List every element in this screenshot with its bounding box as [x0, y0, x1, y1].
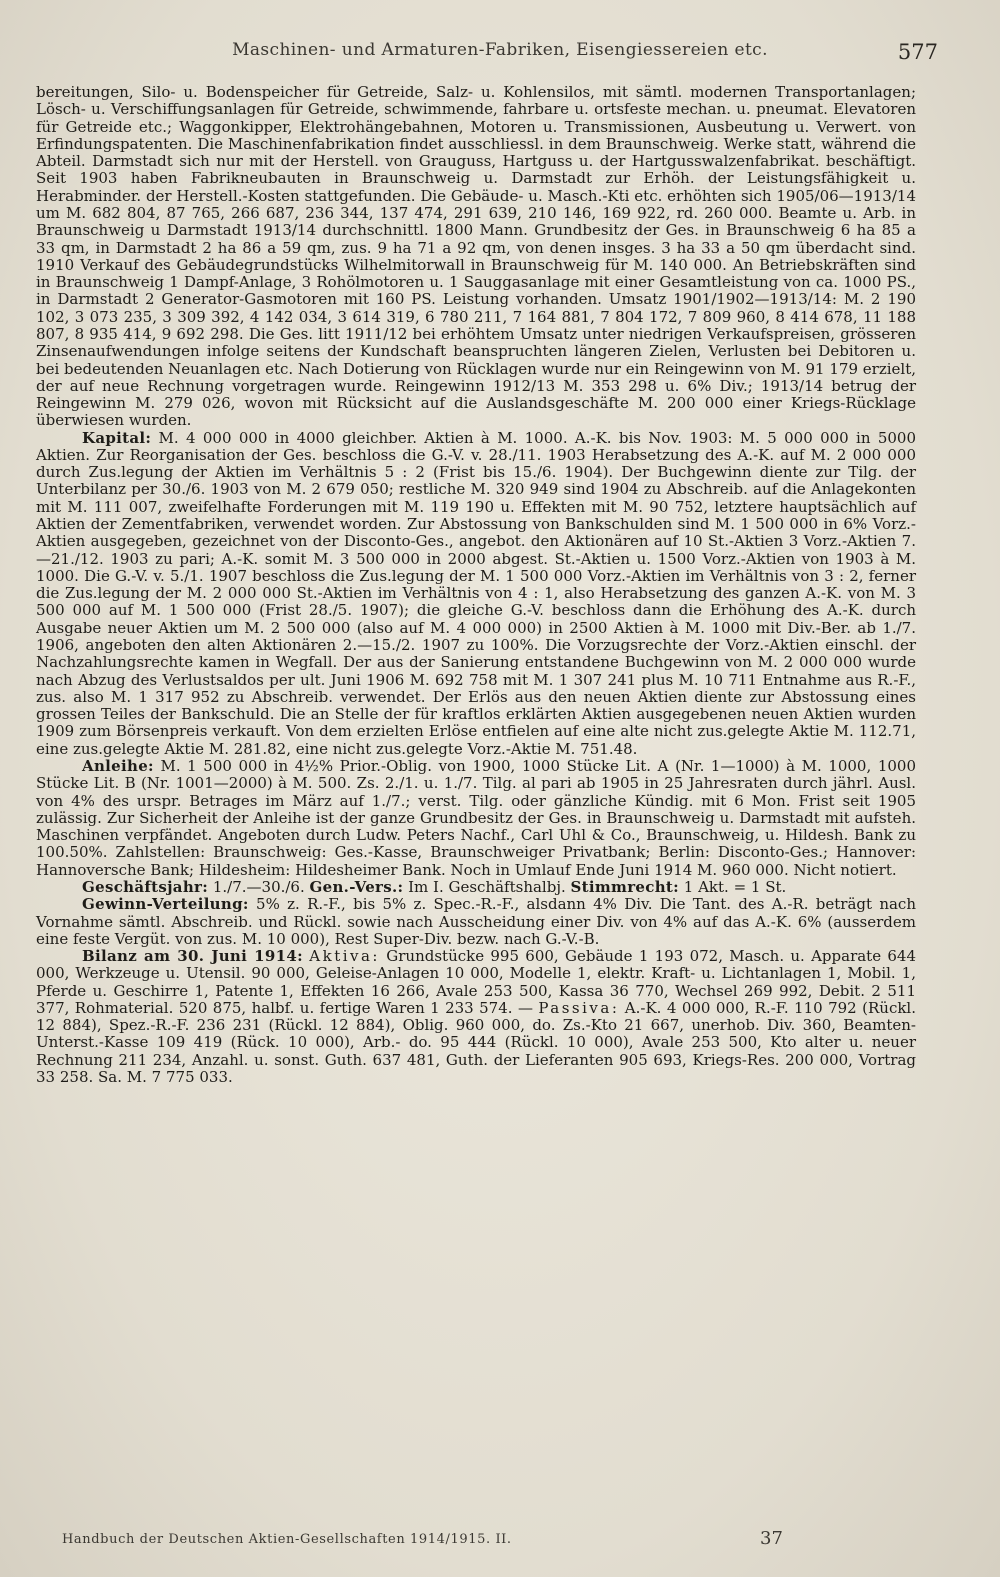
paragraph — [36, 430, 916, 758]
page-header — [0, 34, 1000, 74]
paragraph-text: 1./7.—30./6. — [208, 877, 310, 896]
section-label: Bilanz am 30. Juni 1914: — [82, 947, 303, 966]
section-label: Gewinn-Verteilung: — [82, 895, 249, 914]
section-label: Gen.-Vers.: — [309, 877, 404, 896]
paragraph — [36, 948, 916, 1086]
footer-source: Handbuch der Deutschen Aktien-Gesellschaften 1914/1915. II. — [62, 1532, 512, 1547]
paragraph-text: Grundstücke 995 600, Gebäude 1 193 072, Masch. u. Apparate 644 000, Werkzeuge u. Utensil. 90 000, Geleise-Anlagen 10 000, Modelle 1, elektr. Kraft- u. Lichtanlagen 1, Mobil. 1, Pferde u. Geschirre 1, Patente 1, Effekten 16 266, Avale 253 500, Kassa 36 770, Wechsel 269 992, Debit. 2 511 377, Rohmaterial. 520 875, halbf. u. fertige Waren 1 233 574. — — [36, 947, 916, 1017]
section-label: Anleihe: — [82, 756, 154, 775]
paragraph — [36, 879, 916, 896]
running-title: Maschinen- und Armaturen-Fabriken, Eisengiessereien etc. — [232, 40, 768, 60]
footer-sheet-signature: 37 — [760, 1528, 783, 1549]
body-text — [36, 84, 916, 1086]
paragraph — [36, 84, 916, 430]
paragraph-text: 5% z. R.-F., bis 5% z. Spec.-R.-F., alsdann 4% Div. Die Tant. des A.-R. beträgt nach Vornahme sämtl. Abschreib. und Rückl. sowie nach Ausscheidung einer Div. von 4% auf das A.-K. 6% (ausserdem eine feste Vergüt. von zus. M. 10 000), Rest Super-Div. bezw. nach G.-V.-B. — [36, 895, 916, 948]
spaced-label: Passiva: — [538, 998, 620, 1017]
paragraph — [36, 896, 916, 948]
paragraph-text: bereitungen, Silo- u. Bodenspeicher für Getreide, Salz- u. Kohlensilos, mit sämtl. modernen Transportanlagen; Lösch- u. Verschiffungsanlagen für Getreide, schwimmende, fahrbare u. ortsfeste mechan. u. pneumat. Elevatoren für Getreide etc.; Waggonkipper, Elektrohängebahnen, Motoren u. Transmissionen, Ausbeutung u. Verwert. von Erfindungspatenten. Die Maschinenfabrikation findet ausschliessl. in dem Braunschweig. Werke statt, während die Abteil. Darmstadt sich nur mit der Herstell. von Grauguss, Hartguss u. der Hartgusswalzenfabrikat. beschäftigt. Seit 1903 haben Fabrikneubauten in Braunschweig u. Darmstadt zur Erhöh. der Leistungsfähigkeit u. Herabminder. der Herstell.-Kosten stattgefunden. Die Gebäude- u. Masch.-Kti etc. erhöhten sich 1905/06—1913/14 um M. 682 804, 87 765, 266 687, 236 344, 137 474, 291 639, 210 146, 169 922, rd. 260 000. Beamte u. Arb. in Braunschweig u Darmstadt 1913/14 durchschnittl. 1800 Mann. Grundbesitz der Ges. in Braunschweig 6 ha 85 a 33 qm, in Darmstadt 2 ha 86 a 59 qm, zus. 9 ha 71 a 92 qm, von denen insges. 3 ha 33 a 50 qm überdacht sind. 1910 Verkauf des Gebäudegrundstücks Wilhelmitorwall in Braunschweig für M. 140 000. An Betriebskräften sind in Braunschweig 1 Dampf-Anlage, 3 Rohölmotoren u. 1 Sauggasanlage mit einer Gesamtleistung von ca. 1000 PS., in Darmstadt 2 Generator-Gasmotoren mit 160 PS. Leistung vorhanden. Umsatz 1901/1902—1913/14: M. 2 190 102, 3 073 235, 3 309 392, 4 142 034, 3 614 319, 6 780 211, 7 164 881, 7 804 172, 7 809 960, 8 414 678, 11 188 807, 8 935 414, 9 692 298. Die Ges. litt 1911/12 bei erhöhtem Umsatz unter niedrigen Verkaufspreisen, grösseren Zinsenaufwendungen infolge seitens der Kundschaft beanspruchten längeren Zielen, Verlusten bei Debitoren u. bei bedeutenden Neuanlagen etc. Nach Dotierung von Rücklagen wurde nur ein Reingewinn von M. 91 179 erzielt, der auf neue Rechnung vorgetragen wurde. Reingewinn 1912/13 M. 353 298 u. 6% Div.; 1913/14 betrug der Reingewinn M. 279 026, wovon mit Rücksicht auf die Auslandsgeschäfte M. 200 000 einer Kriegs-Rücklage überwiesen wurden. — [36, 83, 916, 430]
section-label: Stimmrecht: — [570, 877, 679, 896]
paragraph — [36, 758, 916, 879]
paragraph-text: M. 1 500 000 in 4½% Prior.-Oblig. von 1900, 1000 Stücke Lit. A (Nr. 1—1000) à M. 1000, 1000 Stücke Lit. B (Nr. 1001—2000) à M. 500. Zs. 2./1. u. 1./7. Tilg. al pari ab 1905 in 25 Jahresraten durch jährl. Ausl. von 4% des urspr. Betrages im März auf 1./7.; verst. Tilg. oder gänzliche Kündig. mit 6 Mon. Frist seit 1905 zulässig. Zur Sicherheit der Anleihe ist der ganze Grundbesitz der Ges. in Braunschweig u. Darmstadt mit aufsteh. Maschinen verpfändet. Angeboten durch Ludw. Peters Nachf., Carl Uhl & Co., Braunschweig, u. Hildesh. Bank zu 100.50%. Zahlstellen: Braunschweig: Ges.-Kasse, Braunschweiger Privatbank; Berlin: Disconto-Ges.; Hannover: Hannoversche Bank; Hildesheim: Hildesheimer Bank. Noch in Umlauf Ende Juni 1914 M. 960 000. Nicht notiert. — [36, 756, 916, 879]
section-label: Kapital: — [82, 428, 152, 447]
spaced-label: Aktiva: — [309, 947, 380, 966]
page-footer — [0, 1528, 1000, 1556]
paragraph-text: Im I. Geschäftshalbj. — [403, 877, 571, 896]
section-label: Geschäftsjahr: — [82, 877, 209, 896]
page-number: 577 — [897, 40, 938, 64]
paragraph-text: A.-K. 4 000 000, R.-F. 110 792 (Rückl. 12 884), Spez.-R.-F. 236 231 (Rückl. 12 884), Oblig. 960 000, do. Zs.-Kto 21 667, unerhob. Div. 360, Beamten-Unterst.-Kasse 109 419 (Rück. 10 000), Arb.- do. 95 444 (Rückl. 10 000), Avale 253 500, Kto alter u. neuer Rechnung 211 234, Anzahl. u. sonst. Guth. 637 481, Guth. der Lieferanten 905 693, Kriegs-Res. 200 000, Vortrag 33 258. Sa. M. 7 775 033. — [36, 998, 916, 1087]
paragraph-text: 1 Akt. = 1 St. — [679, 877, 787, 896]
paragraph-text: M. 4 000 000 in 4000 gleichber. Aktien à M. 1000. A.-K. bis Nov. 1903: M. 5 000 000 in 5000 Aktien. Zur Reorganisation der Ges. beschloss die G.-V. v. 28./11. 1903 Herabsetzung des A.-K. auf M. 2 000 000 durch Zus.legung der Aktien im Verhältnis 5 : 2 (Frist bis 15./6. 1904). Der Buchgewinn diente zur Tilg. der Unterbilanz per 30./6. 1903 von M. 2 679 050; restliche M. 320 949 sind 1904 zu Abschreib. auf die Anlagekonten mit M. 111 007, zweifelhafte Forderungen mit M. 119 190 u. Effekten mit M. 90 752, letztere hauptsächlich auf Aktien der Zementfabriken, verwendet worden. Zur Abstossung von Bankschulden sind M. 1 500 000 in 6% Vorz.-Aktien ausgegeben, gezeichnet von der Disconto-Ges., angebot. den Aktionären auf 10 St.-Aktien 3 Vorz.-Aktien 7.—21./12. 1903 zu pari; A.-K. somit M. 3 500 000 in 2000 abgest. St.-Aktien u. 1500 Vorz.-Aktien von 1903 à M. 1000. Die G.-V. v. 5./1. 1907 beschloss die Zus.legung der M. 1 500 000 Vorz.-Aktien im Verhältnis von 3 : 2, ferner die Zus.legung der M. 2 000 000 St.-Aktien im Verhältnis von 4 : 1, also Herabsetzung des ganzen A.-K. von M. 3 500 000 auf M. 1 500 000 (Frist 28./5. 1907); die gleiche G.-V. beschloss dann die Erhöhung des A.-K. durch Ausgabe neuer Aktien um M. 2 500 000 (also auf M. 4 000 000) in 2500 Aktien à M. 1000 mit Div.-Ber. ab 1./7. 1906, angeboten den alten Aktionären 2.—15./2. 1907 zu 100%. Die Vorzugsrechte der Vorz.-Aktien einschl. der Nachzahlungsrechte kamen in Wegfall. Der aus der Sanierung entstandene Buchgewinn von M. 2 000 000 wurde nach Abzug des Verlustsaldos per ult. Juni 1906 M. 692 758 mit M. 1 307 241 plus M. 10 711 Entnahme aus R.-F., zus. also M. 1 317 952 zu Abschreib. verwendet. Der Erlös aus den neuen Aktien diente zur Abstossung eines grossen Teiles der Bankschuld. Die an Stelle der für kraftlos erklärten Aktien ausgegebenen neuen Aktien wurden 1909 zum Börsenpreis verkauft. Von dem erzielten Erlöse entfielen auf eine alte nicht zus.gelegte Aktie M. 112.71, eine zus.gelegte Aktie M. 281.82, eine nicht zus.gelegte Vorz.-Aktie M. 751.48. — [36, 428, 916, 758]
